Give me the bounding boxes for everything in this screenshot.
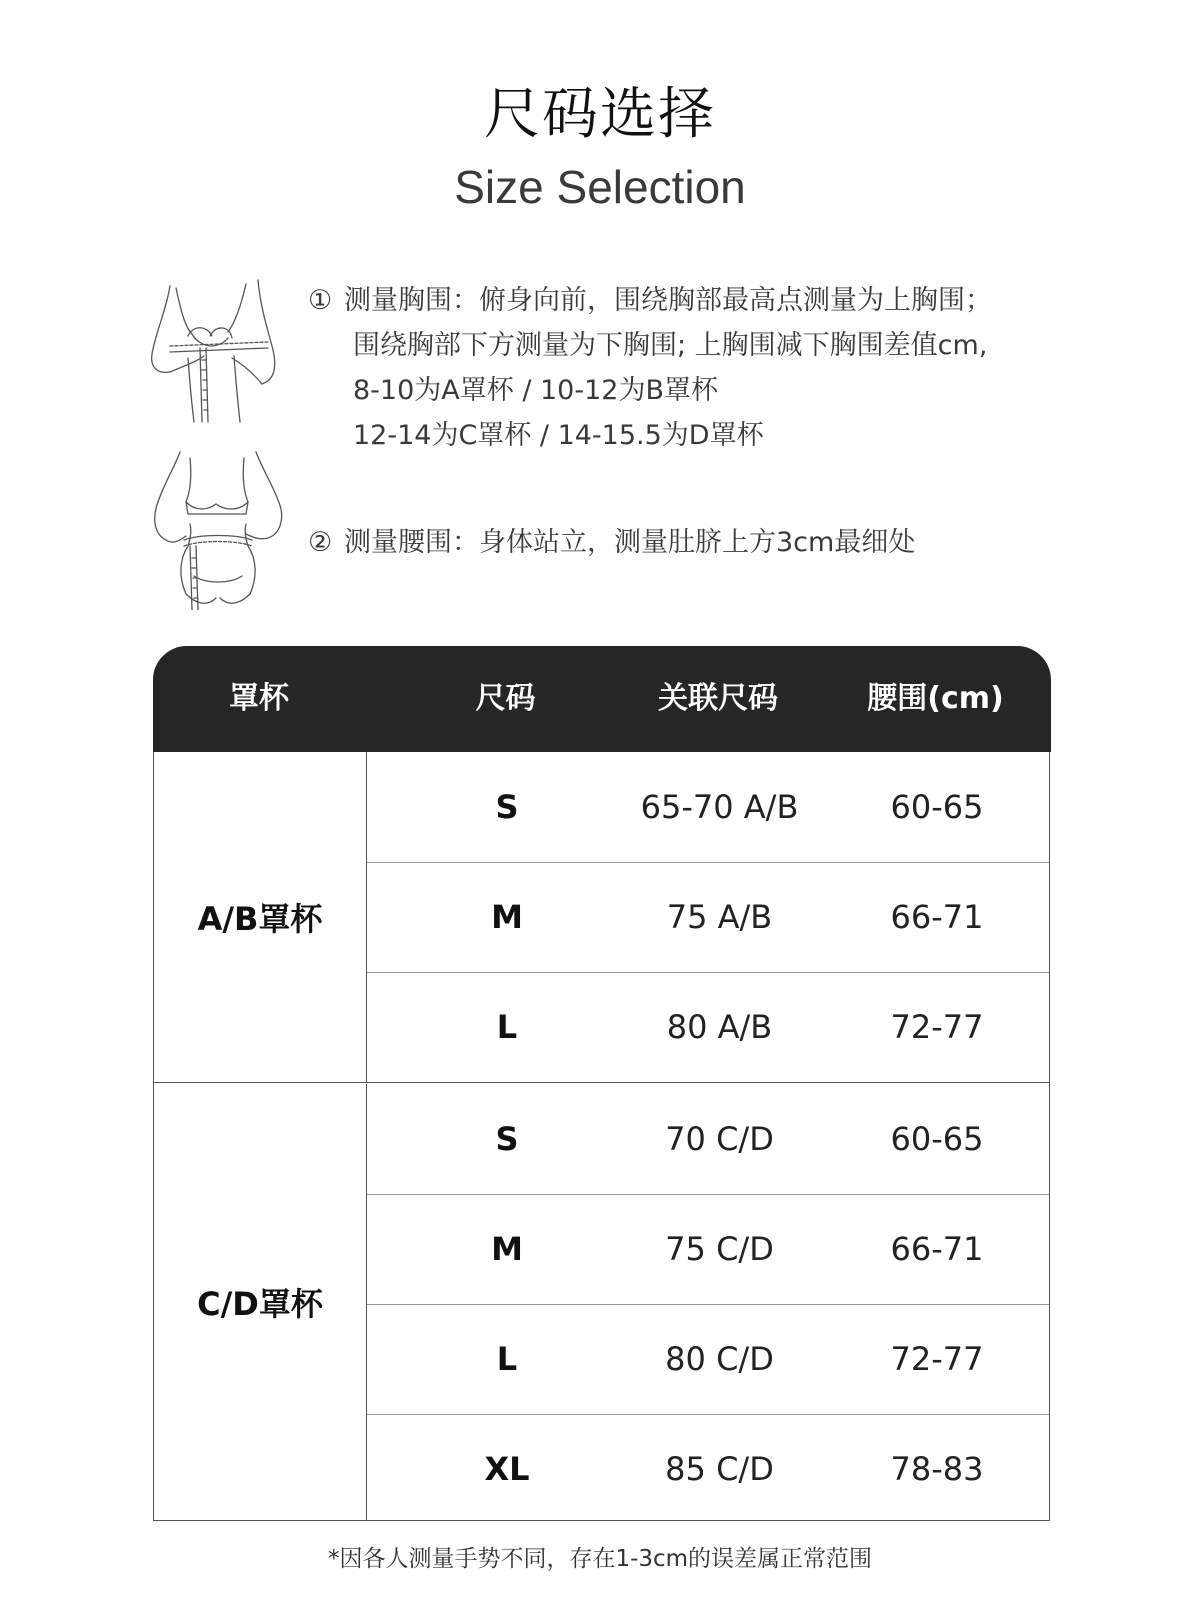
page-title-en: Size Selection: [454, 161, 746, 213]
cell-waist: 60-65: [890, 788, 984, 826]
table-row: [367, 1194, 1049, 1305]
cell-related-size: 70 C/D: [665, 1120, 774, 1158]
table-row: [367, 862, 1049, 973]
group-cup-cd: [154, 1084, 367, 1520]
cell-related-size: 75 A/B: [666, 898, 773, 936]
waist-instruction: [308, 520, 915, 565]
table-row: [367, 972, 1049, 1083]
cell-related-size: 80 A/B: [666, 1008, 773, 1046]
table-header: [153, 646, 1051, 752]
header-waist: 腰围(cm): [867, 681, 1004, 716]
cell-waist: 60-65: [890, 1120, 984, 1158]
group-cup-label: C/D罩杯: [197, 1285, 323, 1323]
cell-related-size: 80 C/D: [665, 1340, 774, 1378]
table-row: [367, 752, 1049, 863]
cell-waist: 78-83: [890, 1450, 984, 1488]
group-cup-ab: [154, 752, 367, 1083]
header-size: 尺码: [475, 681, 536, 716]
header-related-size: 关联尺码: [658, 681, 778, 716]
header-cup: 罩杯: [229, 681, 289, 716]
table-row: [367, 1304, 1049, 1415]
cell-size: S: [495, 788, 519, 826]
step1-line-2: 围绕胸部下方测量为下胸围; 上胸围减下胸围差值cm,: [353, 330, 988, 361]
bust-instruction: [308, 278, 992, 458]
step2-marker: ②: [308, 527, 333, 558]
cell-waist: 66-71: [890, 1230, 984, 1268]
step2-text: 测量腰围：身体站立，测量肚脐上方3cm最细处: [344, 527, 916, 558]
page-title-cn: 尺码选择: [484, 82, 716, 147]
step1-marker: ①: [308, 285, 333, 316]
cell-size: L: [496, 1008, 518, 1046]
cell-size: M: [491, 898, 523, 936]
cell-related-size: 85 C/D: [665, 1450, 774, 1488]
cell-waist: 72-77: [890, 1340, 984, 1378]
cell-related-size: 75 C/D: [665, 1230, 774, 1268]
cell-size: S: [495, 1120, 519, 1158]
step1-line-3: 8-10为A罩杯 / 10-12为B罩杯: [353, 375, 718, 406]
step1-line-1: 测量胸围：俯身向前，围绕胸部最高点测量为上胸围；: [344, 285, 992, 316]
table-row: [367, 1414, 1049, 1524]
footnote: *因各人测量手势不同，存在1-3cm的误差属正常范围: [327, 1546, 873, 1572]
size-table: [153, 646, 1050, 1521]
cell-size: XL: [484, 1450, 530, 1488]
cell-waist: 66-71: [890, 898, 984, 936]
bust-measure-illustration: [148, 276, 293, 424]
cell-size: M: [491, 1230, 523, 1268]
step1-line-4: 12-14为C罩杯 / 14-15.5为D罩杯: [353, 420, 764, 451]
cell-related-size: 65-70 A/B: [640, 788, 799, 826]
cell-size: L: [496, 1340, 518, 1378]
waist-measure-illustration: [150, 448, 295, 610]
table-row: [367, 1084, 1049, 1195]
cell-waist: 72-77: [890, 1008, 984, 1046]
group-cup-label: A/B罩杯: [197, 900, 323, 938]
